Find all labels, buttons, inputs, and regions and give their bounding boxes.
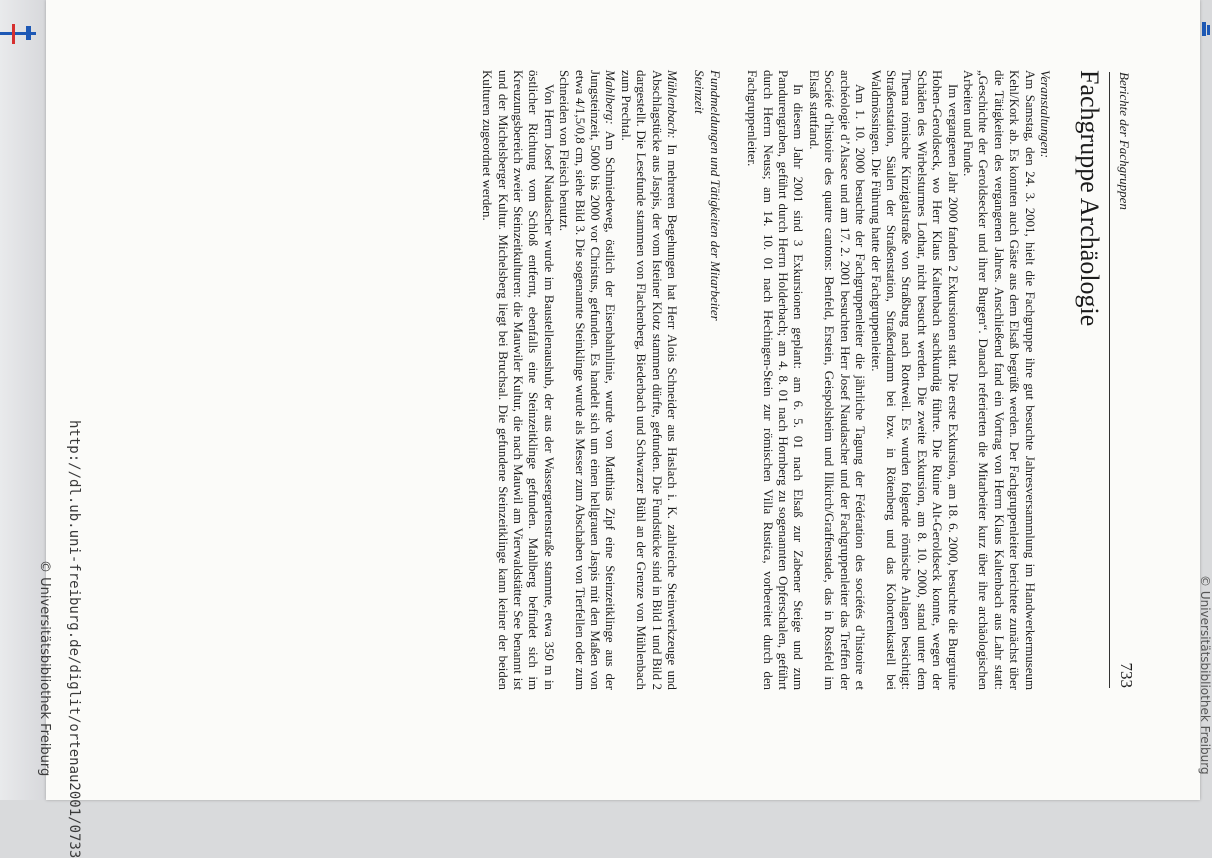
paragraph: Am Samstag, den 24. 3. 2001, hielt die Fachgruppe ihre gut besuchte Jahresversammlung im Handwerkermuseum Kehl/Kork ab. Es konnten auch Gäste aus dem Elsaß begrüßt werden. Der Fachgruppenleiter berichtete zunächst über die Tätigkeiten des vergangenen Jahres. Anschließend fand ein Vortrag von Herrn Klaus Kaltenbach aus Lahr statt: „Geschichte der Geroldsecker und ihrer Burgen“. Danach referierten die Mitarbeiter kurz über ihre archäologischen Arbeiten und Funde. <box>960 70 1037 690</box>
place-lead: Mühlenbach: <box>665 70 680 139</box>
section-heading-fundmeldungen: Fundmeldungen und Tätigkeiten der Mitarbeiter <box>707 70 722 321</box>
library-logo-icon-right <box>1200 22 1212 40</box>
section-heading-veranstaltungen: Veranstaltungen: <box>1038 70 1052 159</box>
margin-copyright-top: © Universitätsbibliothek Freiburg <box>1198 575 1212 775</box>
paragraph-text: Am Schmiedeweg, östlich der Eisenbahnlinie, wurde von Matthias Zipf eine Steinzeitklinge aus der Jungsteinzeit, 5000 bis 2000 vor Christus, gefunden. Es handelt sich um einen hellgrauen Jaspis mit den Maßen von etwa 4/1,5/0,8 cm, siehe Bild 3. Die sogenannte Steinklinge wurde als Messer zum Abschaben von Tierfellen oder zum Schneiden von Fleisch benutzt. <box>557 70 618 690</box>
section-heading-steinzeit: Steinzeit <box>692 70 707 114</box>
running-title: Berichte der Fachgruppen <box>1117 72 1132 210</box>
paragraph-muehlenbach <box>617 70 679 690</box>
paragraph: Am 1. 10. 2000 besuchte der Fachgruppenleiter die jährliche Tagung der Fédération des sociétés d’histoire et archéologie d’Alsace und am 17. 2. 2001 besuchten Herr Josef Naudascher und der Fachgruppenleiter das Treffen der Société d’histoire des quatre cantons: Benfeld, Erstein, Geispolsheim und Illkirch/Graffenstade, das in Rossfeld im Elsaß stattfand. <box>806 70 868 690</box>
margin-url-link[interactable]: http://dl.ub.uni-freiburg.de/diglit/ortenau2001/0733 <box>66 420 82 858</box>
paragraph-text: In mehreren Begehungen hat Herr Alois Schneider aus Haslach i. K. zahlreiche Steinwerkzeuge und Abschlagstücke aus Jaspis, der vom Isteiner Klotz stammen dürfte, gefunden. Die Fundstücke sind in Bild 1 und Bild 2 dargestellt. Die Lesefunde stammen von Flachenberg, Biederbach und Schwarzer Bühl an der Grenze von Mühlenbach zum Prechtal. <box>618 70 680 690</box>
paragraph: Von Herrn Josef Naudascher wurde im Baustellenaushub, der aus der Wassergartenstraße stammte, etwa 350 m in östlicher Richtung vom Schloß entfernt, ebenfalls eine Steinzeitklinge gefunden. Mahlberg befindet sich im Kreuzungsbereich zweier Steinzeitkulturen: die Mauwiler Kultur, die nach Mauwil am Vierwaldstätter See benannt ist und der Michelsberger Kultur. Michelsberg liegt bei Bruchsal. Die gefundene Steinzeitklinge kann keiner der beiden Kulturen zugeordnet werden. <box>480 70 556 690</box>
article-title: Fachgruppe Archäologie <box>1075 70 1104 327</box>
place-lead: Mahlberg: <box>603 70 618 125</box>
paragraph: In diesem Jahr 2001 sind 3 Exkursionen geplant: am 6. 5. 01 nach Elsaß zur Zabener Steige und zum Pandurengraben, geführt durch Herrn Holderbach; am 4. 8. 01 nach Hornberg zu sogenannten Opferschalen, geführt durch Herrn Neuss; am 14. 10. 01 nach Hechingen-Stein zur römischen Villa Rustica, vorbereitet durch den Fachgruppenleiter. <box>745 70 806 690</box>
paragraph: Im vergangenen Jahr 2000 fanden 2 Exkursionen statt. Die erste Exkursion, am 18. 6. 2000, besuchte die Burgruine Hohen-Geroldseck, wo Herr Klaus Kaltenbach sachkundig führte. Die Ruine Alt-Geroldseck konnte, wegen der Schäden des Wirbelsturmes Lothar, nicht besucht werden. Die zweite Exkursion, am 8. 10. 2000, stand unter dem Thema römische Kinzigtalstraße von Straßburg nach Rottweil. Es wurden folgende römische Anlagen besichtigt: Straßenstation, Säulen der Straßenstation, Straßendamm bei bzw. in Rötenberg und das Kohortenkastell bei Waldmössingen. Die Führung hatte der Fachgruppenleiter. <box>868 70 960 690</box>
paragraph-mahlberg <box>556 70 618 690</box>
article-body <box>479 70 1052 690</box>
margin-copyright: © Universitätsbibliothek Freiburg <box>37 560 52 777</box>
page-number: 733 <box>1117 662 1136 688</box>
scanned-page <box>37 0 1212 858</box>
rotated-page-content <box>37 0 1212 858</box>
running-header <box>1109 72 1136 688</box>
library-logo-icon <box>0 24 30 42</box>
